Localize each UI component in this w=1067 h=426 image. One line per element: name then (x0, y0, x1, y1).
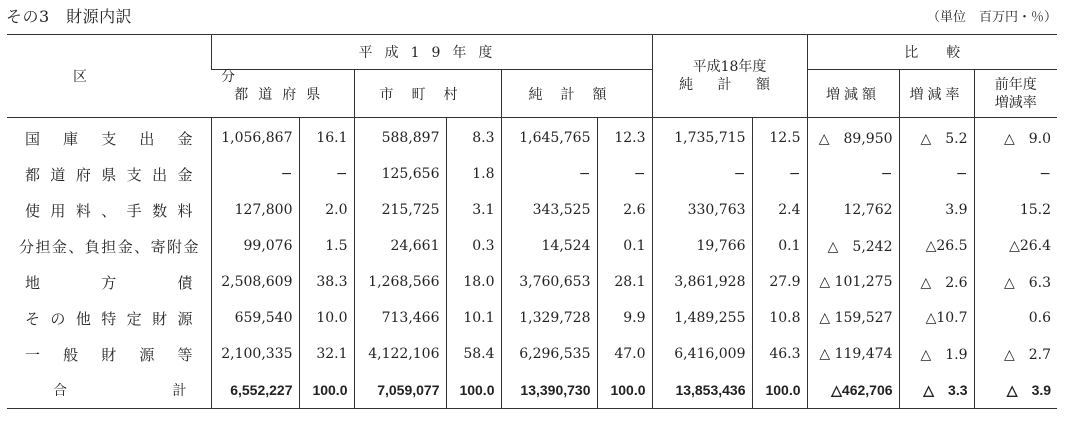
cell-pref: 1,056,867 (211, 118, 299, 157)
cell-muni-pct: 10.1 (446, 300, 501, 336)
header-fy19: 平成19年度 (211, 35, 652, 70)
header-prefecture: 都道府県 (211, 70, 354, 118)
cell-prev-pct: 2.4 (752, 192, 807, 228)
cell-net: 14,524 (501, 228, 597, 264)
row-label: 合計 (53, 383, 187, 399)
table-row (7, 228, 1057, 264)
cell-muni-pct: 58.4 (446, 336, 501, 372)
cell-chg: △ 89,950 (807, 118, 899, 157)
cell-pref-pct: 100.0 (299, 372, 354, 409)
cell-muni: 125,656 (354, 156, 446, 192)
revenue-source-table (7, 34, 1057, 409)
cell-net-pct: 0.1 (597, 228, 652, 264)
cell-rate: △26.5 (899, 228, 974, 264)
row-label: 地方債 (25, 273, 193, 292)
table-row (7, 264, 1057, 300)
header-net-total: 純計額 (501, 70, 652, 118)
header-change-rate: 増減率 (899, 70, 974, 118)
cell-net-pct: − (597, 156, 652, 192)
cell-pref: 2,508,609 (211, 264, 299, 300)
table-row (7, 118, 1057, 157)
row-label: 分担金、負担金、寄附金 (19, 237, 199, 256)
cell-muni: 588,897 (354, 118, 446, 157)
cell-chg: − (807, 156, 899, 192)
cell-net-pct: 2.6 (597, 192, 652, 228)
cell-net-pct: 9.9 (597, 300, 652, 336)
cell-pref-pct: 10.0 (299, 300, 354, 336)
cell-chg: △462,706 (807, 372, 899, 409)
cell-pref: 99,076 (211, 228, 299, 264)
cell-net: 1,645,765 (501, 118, 597, 157)
table-row (7, 300, 1057, 336)
cell-prev-pct: − (752, 156, 807, 192)
header-kubun: 区 分 (7, 35, 211, 118)
cell-rate: − (899, 156, 974, 192)
table-row (7, 156, 1057, 192)
cell-chg: △ 5,242 (807, 228, 899, 264)
cell-muni-pct: 0.3 (446, 228, 501, 264)
cell-pref: 6,552,227 (211, 372, 299, 409)
cell-prev-rate: △ 6.3 (974, 264, 1057, 300)
cell-prev-pct: 27.9 (752, 264, 807, 300)
cell-prev-rate: 15.2 (974, 192, 1057, 228)
cell-prev: 1,735,715 (652, 118, 752, 157)
table-row (7, 336, 1057, 372)
cell-prev-rate: − (974, 156, 1057, 192)
cell-muni-pct: 1.8 (446, 156, 501, 192)
cell-muni-pct: 3.1 (446, 192, 501, 228)
cell-prev-rate: △26.4 (974, 228, 1057, 264)
cell-prev-pct: 46.3 (752, 336, 807, 372)
cell-pref-pct: 1.5 (299, 228, 354, 264)
row-label: 一般財源等 (25, 345, 193, 364)
cell-prev-pct: 10.8 (752, 300, 807, 336)
header-change-amount: 増減額 (807, 70, 899, 118)
cell-prev-pct: 0.1 (752, 228, 807, 264)
cell-muni-pct: 100.0 (446, 372, 501, 409)
cell-muni: 24,661 (354, 228, 446, 264)
cell-net: − (501, 156, 597, 192)
cell-prev-pct: 12.5 (752, 118, 807, 157)
cell-pref-pct: 38.3 (299, 264, 354, 300)
cell-pref: 127,800 (211, 192, 299, 228)
cell-net: 3,760,653 (501, 264, 597, 300)
cell-rate: △ 2.6 (899, 264, 974, 300)
cell-pref: 659,540 (211, 300, 299, 336)
unit-note: （単位 百万円・％） (926, 10, 1057, 25)
page-title: その3 財源内訳 (6, 7, 133, 26)
row-label: 国庫支出金 (25, 129, 193, 148)
cell-prev: − (652, 156, 752, 192)
cell-muni: 4,122,106 (354, 336, 446, 372)
row-label: 使用料、手数料 (25, 201, 193, 220)
cell-chg: △ 101,275 (807, 264, 899, 300)
cell-prev-rate: △ 3.9 (974, 372, 1057, 409)
cell-pref-pct: 16.1 (299, 118, 354, 157)
cell-prev-rate: △ 2.7 (974, 336, 1057, 372)
cell-prev-pct: 100.0 (752, 372, 807, 409)
cell-muni: 215,725 (354, 192, 446, 228)
cell-pref-pct: 32.1 (299, 336, 354, 372)
cell-pref: − (211, 156, 299, 192)
cell-prev: 1,489,255 (652, 300, 752, 336)
header-comparison: 比 較 (807, 35, 1057, 70)
cell-prev: 19,766 (652, 228, 752, 264)
cell-net: 13,390,730 (501, 372, 597, 409)
cell-net: 343,525 (501, 192, 597, 228)
cell-net-pct: 12.3 (597, 118, 652, 157)
cell-pref: 2,100,335 (211, 336, 299, 372)
cell-prev: 13,853,436 (652, 372, 752, 409)
table-row (7, 372, 1057, 409)
cell-pref-pct: − (299, 156, 354, 192)
cell-rate: △ 1.9 (899, 336, 974, 372)
cell-muni: 713,466 (354, 300, 446, 336)
cell-prev: 330,763 (652, 192, 752, 228)
cell-rate: △ 3.3 (899, 372, 974, 409)
cell-chg: △ 159,527 (807, 300, 899, 336)
cell-muni-pct: 18.0 (446, 264, 501, 300)
cell-muni: 7,059,077 (354, 372, 446, 409)
cell-net-pct: 47.0 (597, 336, 652, 372)
header-prev-change-rate: 前年度 増減率 (974, 70, 1057, 118)
cell-rate: 3.9 (899, 192, 974, 228)
cell-muni-pct: 8.3 (446, 118, 501, 157)
row-label: その他特定財源 (25, 309, 193, 328)
cell-chg: △ 119,474 (807, 336, 899, 372)
header-fy18: 平成18年度 純 計 額 (652, 35, 807, 118)
cell-rate: △ 5.2 (899, 118, 974, 157)
table-row (7, 192, 1057, 228)
cell-pref-pct: 2.0 (299, 192, 354, 228)
cell-net-pct: 28.1 (597, 264, 652, 300)
cell-prev-rate: △ 9.0 (974, 118, 1057, 157)
cell-rate: △10.7 (899, 300, 974, 336)
cell-prev: 6,416,009 (652, 336, 752, 372)
cell-muni: 1,268,566 (354, 264, 446, 300)
cell-net-pct: 100.0 (597, 372, 652, 409)
cell-prev-rate: 0.6 (974, 300, 1057, 336)
cell-net: 6,296,535 (501, 336, 597, 372)
cell-chg: 12,762 (807, 192, 899, 228)
cell-net: 1,329,728 (501, 300, 597, 336)
cell-prev: 3,861,928 (652, 264, 752, 300)
header-municipal: 市町村 (354, 70, 501, 118)
row-label: 都道府県支出金 (25, 165, 193, 184)
